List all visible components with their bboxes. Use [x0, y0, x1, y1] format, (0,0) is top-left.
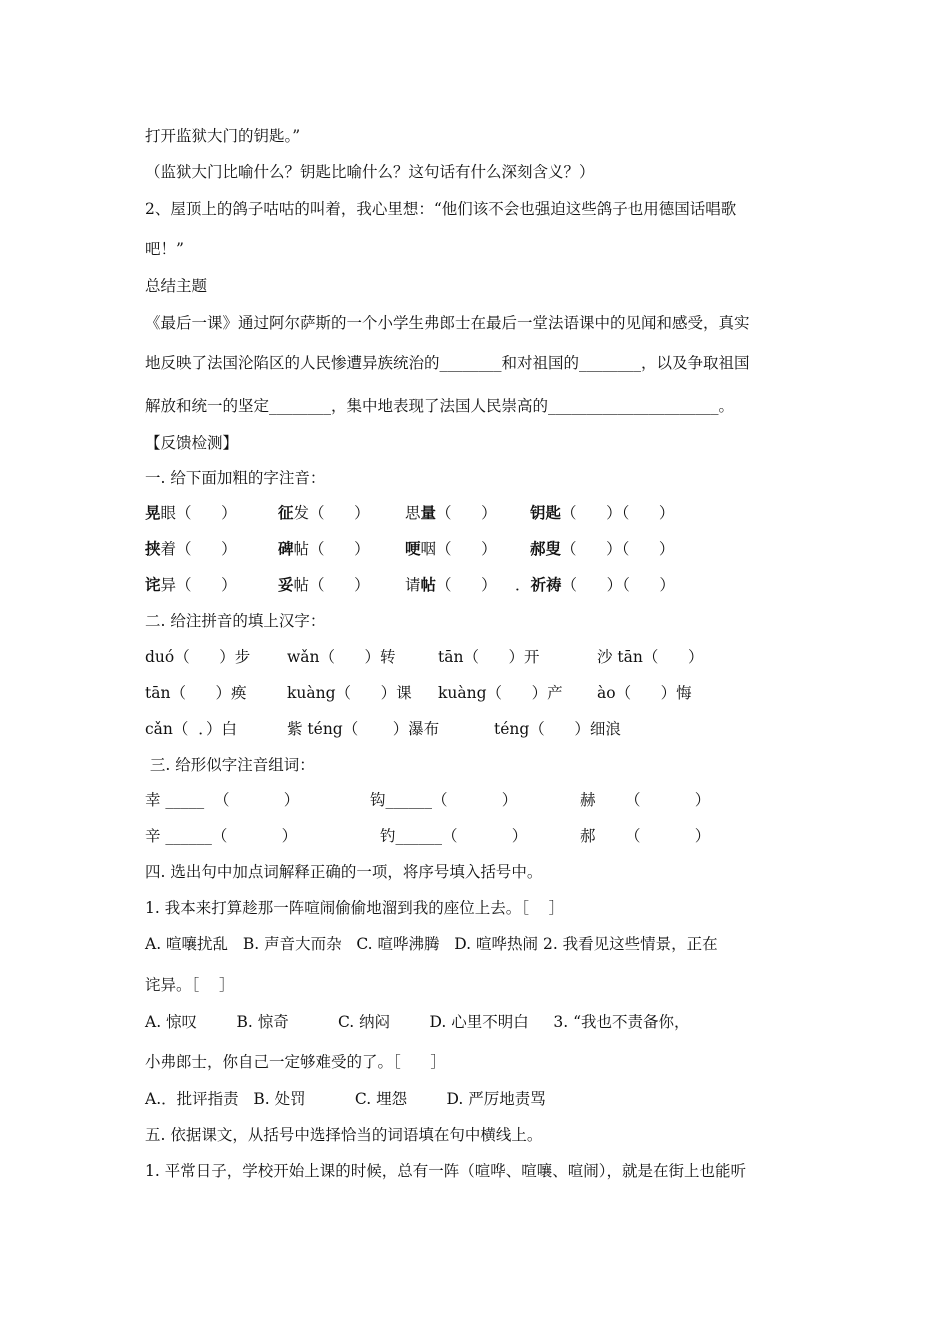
q4-sentence-2-end: 诧异。［ ］ [145, 976, 235, 994]
q1-item: 晃眼（ ） [145, 503, 237, 522]
q1-item: 挟着（ ） [145, 539, 237, 558]
q2-item: wǎn（ ）转 [287, 648, 396, 666]
q2-item: téng（ ）细浪 [494, 720, 621, 738]
q1-item: 钥匙（ ）（ ） [530, 503, 675, 522]
q4-options-3: A.．批评指责 B. 处罚 C. 埋怨 D. 严厉地责骂 [145, 1090, 546, 1108]
line-7: 地反映了法国沦陷区的人民惨遭异族统治的________和对祖国的________，以及争取祖国 [145, 354, 750, 372]
q2-item: duó（ ）步 [145, 648, 251, 666]
section-feedback-heading: 【反馈检测】 [145, 434, 239, 452]
q3-item: 赫 （ ） [580, 791, 711, 809]
line-8: 解放和统一的坚定________，集中地表现了法国人民崇高的______________________。 [145, 397, 735, 415]
q2-item: cǎn（ ．）白 [145, 720, 238, 738]
q5-sentence-1: 1. 平常日子，学校开始上课的时候，总有一阵（喧哗、喧嚷、喧闹），就是在街上也能听 [145, 1162, 746, 1180]
q2-item: kuàng（ ）产 [438, 684, 563, 702]
question-3-title: 三. 给形似字注音组词： [145, 756, 315, 774]
q1-item: 哽咽（ ） [405, 539, 497, 558]
q3-item: 辛 ______（ ） [145, 827, 298, 845]
q4-options-1: A. 喧嚷扰乱 B. 声音大而杂 C. 喧哗沸腾 D. 喧哗热闹 2. 我看见这些情景，正在 [145, 935, 718, 953]
q2-item: tān（ ）开 [438, 648, 540, 666]
question-2-title: 二. 给注拼音的填上汉字： [145, 612, 326, 630]
q1-item: 诧异（ ） [145, 575, 237, 594]
q3-item: 郝 （ ） [580, 827, 711, 845]
q1-item: 请帖（ ） [405, 575, 497, 594]
q2-item: tān（ ）痪 [145, 684, 247, 702]
q2-item: ào（ ）悔 [597, 684, 692, 702]
q4-sentence-3-end: 小弗郎士，你自己一定够难受的了。［ ］ [145, 1053, 446, 1071]
q1-item: 碑帖（ ） [278, 539, 370, 558]
q3-item: 钩______（ ） [370, 791, 518, 809]
question-4-title: 四. 选出句中加点词解释正确的一项，将序号填入括号中。 [145, 863, 543, 881]
line-2: （监狱大门比喻什么？钥匙比喻什么？这句话有什么深刻含义？） [145, 163, 595, 181]
q3-item: 钓______（ ） [380, 827, 528, 845]
q2-item: kuàng（ ）课 [287, 684, 412, 702]
q2-item: 紫 téng（ ）瀑布 [287, 720, 440, 738]
line-6: 《最后一课》通过阿尔萨斯的一个小学生弗郎士在最后一堂法语课中的见闻和感受，真实 [145, 314, 750, 332]
line-1: 打开监狱大门的钥匙。” [145, 127, 301, 145]
question-1-title: 一. 给下面加粗的字注音： [145, 469, 326, 487]
line-4: 吧！” [145, 240, 184, 258]
q4-options-2: A. 惊叹 B. 惊奇 C. 纳闷 D. 心里不明白 3. “我也不责备你， [145, 1013, 690, 1031]
q1-item: 郝叟（ ）（ ） [530, 539, 675, 558]
q1-item: 征发（ ） [278, 503, 370, 522]
line-summary-heading: 总结主题 [145, 277, 208, 295]
q1-item: ．祈祷（ ）（ ） [515, 575, 675, 594]
q1-item: 思量（ ） [405, 503, 497, 522]
q1-item: 妥帖（ ） [278, 575, 370, 594]
q3-item: 幸 _____ （ ） [145, 791, 300, 809]
q4-sentence-1: 1. 我本来打算趁那一阵喧闹偷偷地溜到我的座位上去。［ ］ [145, 899, 565, 917]
q2-item: 沙 tān（ ） [597, 648, 704, 666]
line-3: 2、屋顶上的鸽子咕咕的叫着，我心里想：“他们该不会也强迫这些鸽子也用德国话唱歌 [145, 200, 737, 218]
question-5-title: 五. 依据课文，从括号中选择恰当的词语填在句中横线上。 [145, 1126, 543, 1144]
